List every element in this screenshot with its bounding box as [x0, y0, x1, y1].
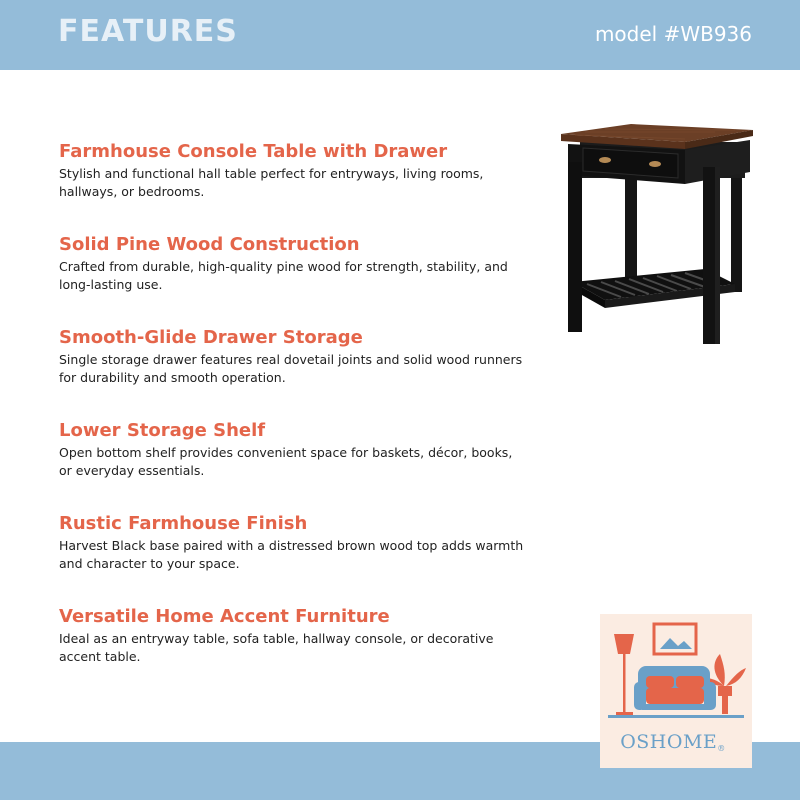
console-table-image: [535, 122, 755, 352]
page-title: FEATURES: [58, 14, 238, 49]
registered-mark: ®: [717, 744, 726, 753]
oshome-logo: [600, 614, 752, 768]
feature-item: [59, 233, 529, 294]
brand-text: OSHOME: [620, 731, 718, 753]
brand-name: [600, 731, 746, 753]
feature-item: [59, 512, 529, 573]
feature-item: [59, 326, 529, 387]
feature-title: Solid Pine Wood Construction: [59, 234, 360, 255]
feature-description: Ideal as an entryway table, sofa table, hallway console, or decorative accent table.: [59, 631, 494, 664]
header-banner: [0, 0, 800, 70]
feature-title: Lower Storage Shelf: [59, 420, 266, 441]
feature-title: Farmhouse Console Table with Drawer: [59, 141, 448, 162]
feature-item: [59, 140, 529, 201]
feature-item: [59, 419, 529, 480]
feature-description: Open bottom shelf provides convenient space for baskets, décor, books, or everyday essentials.: [59, 445, 513, 478]
feature-item: [59, 605, 529, 666]
feature-title: Rustic Farmhouse Finish: [59, 513, 308, 534]
feature-title: Versatile Home Accent Furniture: [59, 606, 390, 627]
feature-description: Single storage drawer features real dovetail joints and solid wood runners for durability and smooth operation.: [59, 352, 523, 385]
feature-title: Smooth-Glide Drawer Storage: [59, 327, 363, 348]
model-number: model #WB936: [594, 22, 752, 46]
living-room-illustration: [600, 614, 752, 729]
feature-description: Crafted from durable, high-quality pine wood for strength, stability, and long-lasting use.: [59, 259, 508, 292]
feature-description: Stylish and functional hall table perfect for entryways, living rooms, hallways, or bedrooms.: [59, 166, 484, 199]
feature-description: Harvest Black base paired with a distressed brown wood top adds warmth and character to your space.: [59, 538, 524, 571]
